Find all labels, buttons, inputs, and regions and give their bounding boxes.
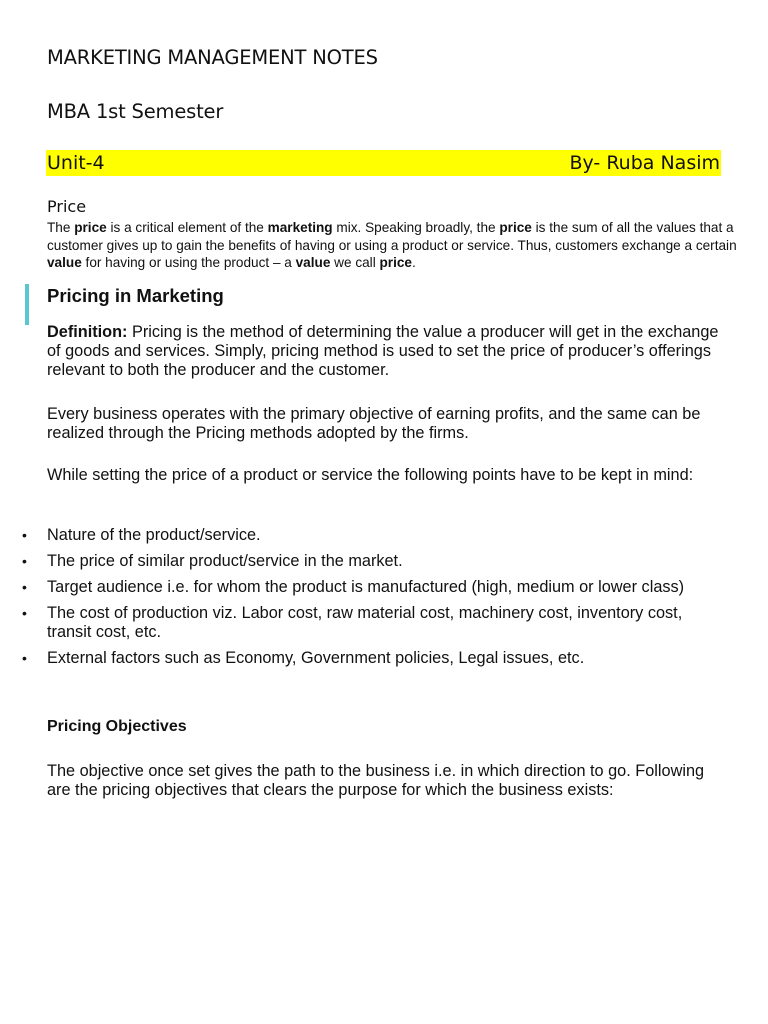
list-item-text: Nature of the product/service.	[47, 526, 261, 544]
bold-term: marketing	[267, 220, 333, 235]
document-title: MARKETING MANAGEMENT NOTES	[47, 46, 378, 69]
pricing-points-list	[0, 526, 720, 675]
bullet-icon: •	[22, 553, 27, 569]
section-accent-bar	[25, 284, 29, 325]
definition-paragraph	[47, 323, 727, 380]
pricing-heading: Pricing in Marketing	[47, 285, 224, 306]
bold-term: price	[74, 220, 107, 235]
bullet-icon: •	[22, 650, 27, 666]
price-paragraph	[47, 219, 737, 272]
definition-label: Definition:	[47, 323, 128, 341]
bullet-icon: •	[22, 579, 27, 595]
price-heading: Price	[47, 197, 87, 216]
text-run: for having or using the product – a	[81, 255, 296, 270]
unit-banner	[46, 150, 721, 176]
points-paragraph: While setting the price of a product or service the following points have to be kept in mind:	[47, 466, 694, 484]
profits-paragraph: Every business operates with the primary objective of earning profits, and the same can be realized through the Pricing methods adopted by the firms.	[47, 405, 701, 442]
list-item	[0, 649, 720, 668]
bold-term: value	[295, 255, 331, 270]
text-run: The	[47, 220, 75, 235]
list-item	[0, 552, 720, 571]
semester-label: MBA 1st Semester	[47, 100, 224, 123]
bullet-icon: •	[22, 527, 27, 543]
text-run: .	[412, 255, 416, 270]
list-item-text: External factors such as Economy, Government policies, Legal issues, etc.	[47, 649, 585, 667]
text-run: mix. Speaking broadly, the	[332, 220, 500, 235]
text-run: we call	[330, 255, 380, 270]
list-item-text: The price of similar product/service in the market.	[47, 552, 403, 570]
bold-term: price	[379, 255, 412, 270]
author-label: By- Ruba Nasim	[569, 151, 720, 174]
unit-label: Unit-4	[47, 151, 105, 174]
bullet-icon: •	[22, 605, 27, 621]
list-item-text: The cost of production viz. Labor cost, raw material cost, machinery cost, inventory cost, transit cost, etc.	[47, 604, 683, 641]
definition-text: Pricing is the method of determining the value a producer will get in the exchange of goods and services. Simply, pricing method is used to set the price of producer’s offerings relevant to both the producer and the customer.	[47, 323, 719, 379]
list-item	[0, 604, 720, 642]
list-item-text: Target audience i.e. for whom the product is manufactured (high, medium or lower class)	[47, 578, 685, 596]
objectives-heading: Pricing Objectives	[47, 718, 187, 735]
list-item	[0, 578, 720, 597]
objectives-paragraph: The objective once set gives the path to the business i.e. in which direction to go. Following are the pricing objectives that clears the purpose for which the business exists:	[47, 762, 705, 799]
list-item	[0, 526, 720, 545]
bold-term: price	[499, 220, 532, 235]
text-run: is the sum of all the values that a customer gives up to gain the benefits of having or using a product or service. Thus, customers exchange a certain	[47, 220, 737, 253]
bold-term: value	[47, 255, 82, 270]
text-run: is a critical element of the	[106, 220, 268, 235]
